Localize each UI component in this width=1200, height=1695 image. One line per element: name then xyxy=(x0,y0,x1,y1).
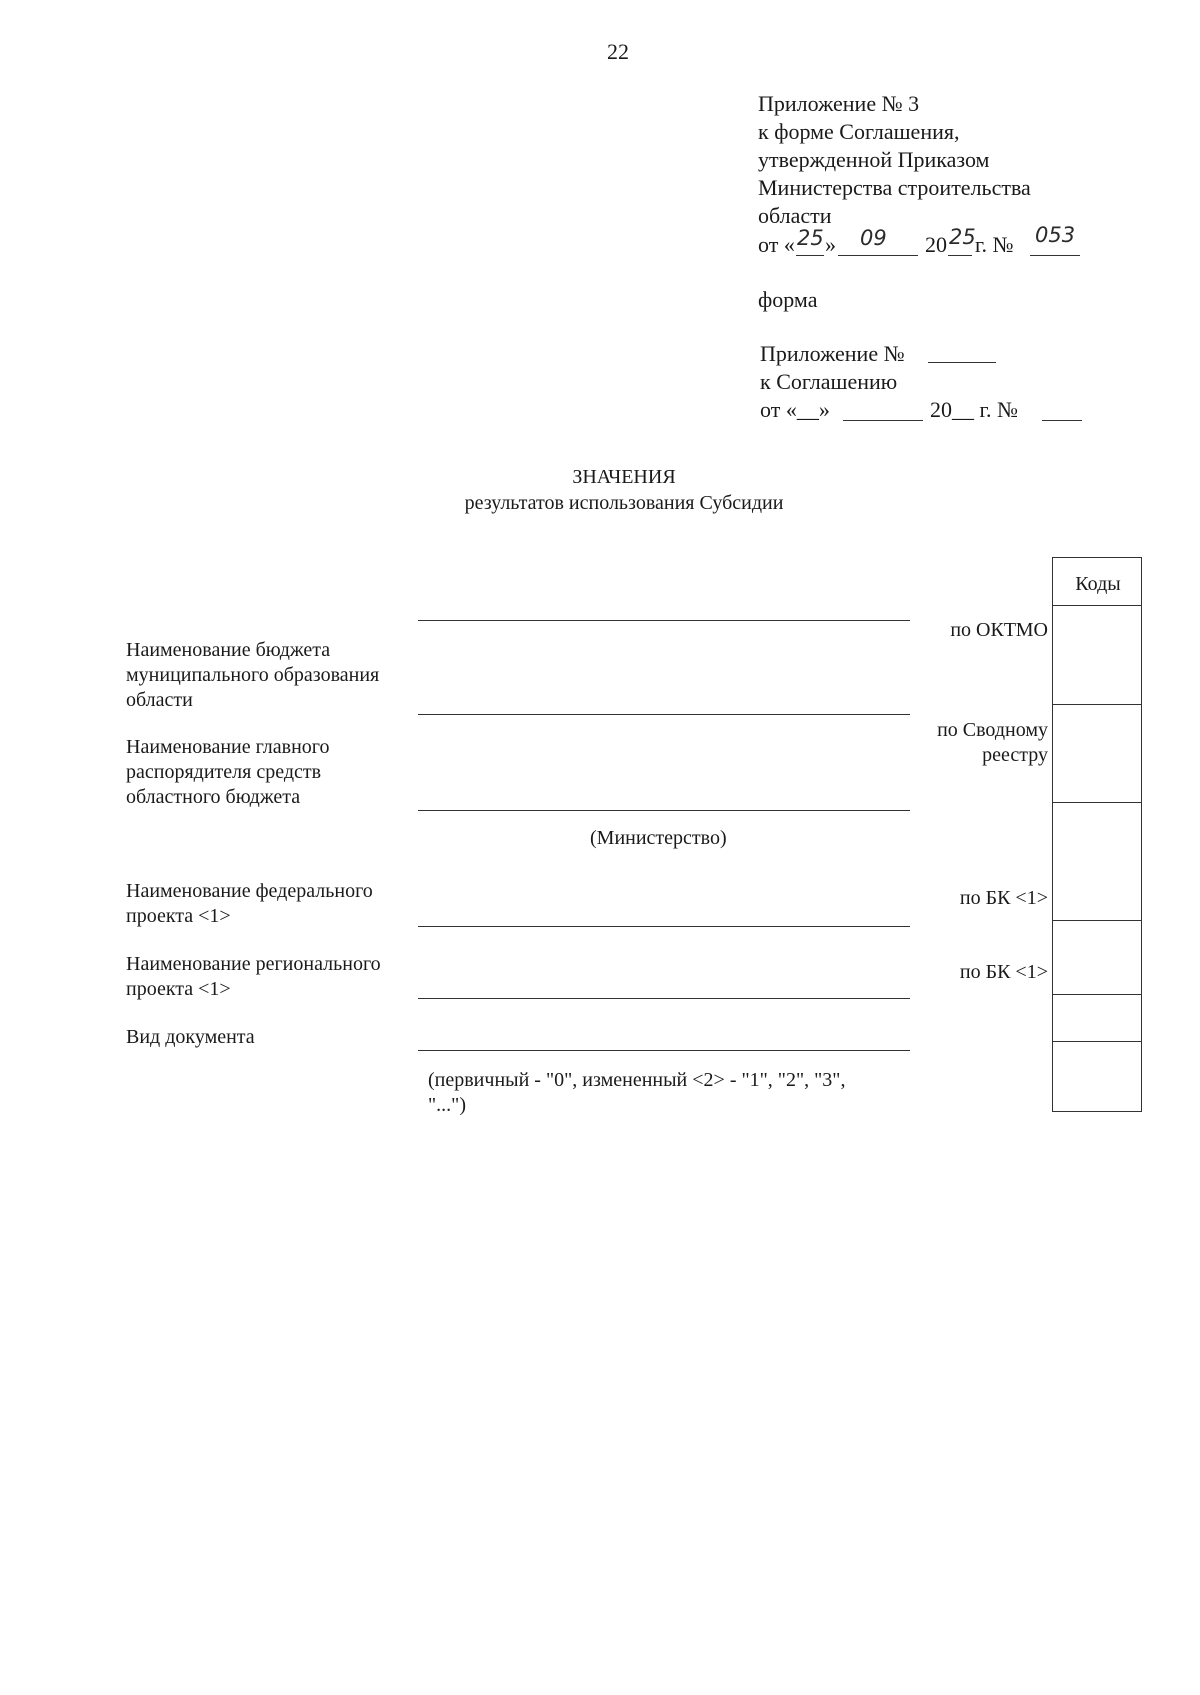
codes-header: Коды xyxy=(1075,573,1121,595)
summary-registry-label: по Сводному реестру xyxy=(937,719,1048,766)
codes-divider xyxy=(1053,802,1141,803)
codes-divider xyxy=(1053,994,1141,995)
appendix-line: к форме Соглашения, xyxy=(758,119,960,144)
date-number-underline xyxy=(1030,255,1080,256)
oktmo-label: по ОКТМО xyxy=(950,619,1048,641)
page-number: 22 xyxy=(607,39,629,64)
appendix-date-quote: » xyxy=(825,232,836,257)
budget-name-label: Наименование бюджета муниципального образования области xyxy=(126,639,380,711)
input-line xyxy=(418,714,910,715)
federal-project-label: Наименование федерального проекта <1> xyxy=(126,880,373,927)
input-line xyxy=(418,926,910,927)
document-subtitle: результатов использования Субсидии xyxy=(464,492,784,514)
bk-label-federal: по БК <1> xyxy=(959,887,1048,909)
appendix-line: Министерства строительства xyxy=(758,175,1031,200)
agreement-date-year: 20__ г. № xyxy=(930,397,1019,422)
appendix-date-prefix: от « xyxy=(758,232,795,257)
date-month-underline xyxy=(838,255,918,256)
codes-divider xyxy=(1053,920,1141,921)
doc-type-note: (первичный - "0", измененный <2> - "1", "2", "3", "...") xyxy=(428,1069,846,1116)
date-month-handwritten: 09 xyxy=(860,226,887,250)
date-year-underline xyxy=(948,255,972,256)
doc-type-label: Вид документа xyxy=(126,1026,255,1048)
agreement-appendix-title: Приложение № xyxy=(760,341,905,366)
document-title: ЗНАЧЕНИЯ xyxy=(572,466,676,488)
appendix-line: утвержденной Приказом xyxy=(758,147,990,172)
input-line xyxy=(418,998,910,999)
appendix-date-year-prefix: 20 xyxy=(925,232,947,257)
codes-divider xyxy=(1053,1041,1141,1042)
appendix-title: Приложение № 3 xyxy=(758,91,920,116)
input-line xyxy=(418,1050,910,1051)
agreement-month-underline xyxy=(843,420,923,421)
input-line xyxy=(418,810,910,811)
appendix-line: области xyxy=(758,203,832,228)
regional-project-label: Наименование регионального проекта <1> xyxy=(126,953,381,1000)
codes-divider xyxy=(1053,704,1141,705)
agreement-appendix-line2: к Соглашению xyxy=(760,369,898,394)
codes-divider xyxy=(1053,605,1141,606)
agreement-date-start: от «__» xyxy=(760,397,830,422)
form-label: форма xyxy=(758,287,818,312)
agreement-number-underline xyxy=(928,362,996,363)
main-manager-label: Наименование главного распорядителя средств областного бюджета xyxy=(126,736,330,808)
ministry-caption: (Министерство) xyxy=(590,827,727,849)
date-day-underline xyxy=(796,255,824,256)
date-day-handwritten: 25 xyxy=(797,226,824,250)
codes-table xyxy=(1052,557,1142,1112)
date-number-handwritten: 053 xyxy=(1035,223,1076,247)
bk-label-regional: по БК <1> xyxy=(959,961,1048,983)
agreement-no-underline xyxy=(1042,420,1082,421)
date-year-handwritten: 25 xyxy=(949,225,976,249)
appendix-date-g-no: г. № xyxy=(975,232,1014,257)
